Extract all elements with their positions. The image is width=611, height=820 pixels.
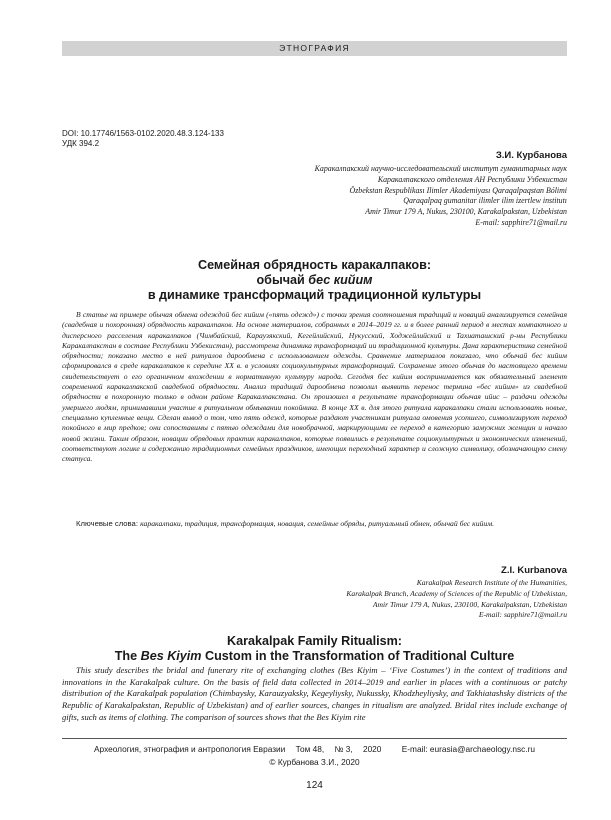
title-line: Семейная обрядность каракалпаков: bbox=[197, 258, 432, 272]
affiliation-line: Каракалпакского отделения АН Республики Узбекистан bbox=[377, 174, 567, 184]
title-line bbox=[62, 649, 567, 664]
udk: УДК 394.2 bbox=[62, 139, 100, 148]
journal-email[interactable]: E-mail: eurasia@archaeology.nsc.ru bbox=[401, 744, 535, 754]
affiliation-line: Amir Timur 179 A, Nukus, 230100, Karakalpakstan, Uzbekistan bbox=[372, 599, 567, 609]
section-title: ЭТНОГРАФИЯ bbox=[279, 43, 350, 53]
page-number: 124 bbox=[306, 780, 323, 791]
journal-volume: Том 48, bbox=[295, 744, 325, 754]
journal-year: 2020 bbox=[362, 744, 382, 754]
journal-issue: № 3, bbox=[334, 744, 353, 754]
section-header-bar bbox=[62, 41, 567, 56]
title-text: обычай bbox=[256, 272, 309, 287]
title-line: в динамике трансформаций традиционной культуры bbox=[147, 287, 482, 302]
author-name-en: Z.I. Kurbanova bbox=[501, 565, 567, 576]
article-title-en bbox=[62, 634, 567, 664]
title-italic-term: бес кийим bbox=[308, 272, 373, 287]
doi[interactable]: DOI: 10.17746/1563-0102.2020.48.3.124-133 bbox=[62, 129, 224, 138]
author-name-ru: З.И. Курбанова bbox=[495, 150, 567, 161]
author-email-en[interactable]: E-mail: sapphire71@mail.ru bbox=[478, 610, 567, 620]
footer-divider bbox=[62, 738, 567, 739]
abstract-ru: В статье на примере обычая обмена одеждой бес кийим («пять одежд») с точки зрения соотношения традиций и новаций анализируется семейная (свадебная и похоронная) обрядность каракалпаков. На основе материалов, собранных в 2014–2019 гг. и в более ранний период в местах компактного и дисперсного расселения каракалпаков (Чимбайский, Караузякский, Кегейлийский, Нукусский, Ходжейлийский и Тахиаташский р-ны Республики Каракалпакстан в составе Республики Узбекистан), рассмотрена динамика трансформаций ии традиционной культуры. Дана характеристика семейной обрядности; показано место в ней ритуалов дарообмена с использованием одежды. Сравнение материалов показало, что обычай бес кийим сформировался в среде каракалпаков к середине XX в. в условиях социокультурных трансформаций. Сохранение этого обычая до настоящего времени свидетельствует о его органичном вхождении в нормативную культуру народа. Сегодня бес кийим воспринимается как обязательный элемент современной каракалпакской свадебной обрядности. Анализ традиций дарообмена позволил выявить перенос термина «бес кийим» из свадебной обрядности в похоронную только в одном районе Каракалпакстана. Он произошел в результате трансформации обычая ийис – раздачи одежды умершего людям, принимавшим участие в ритуальном обмывании покойника. В конце XX в. для этого ритуала каракалпаки стали использовать новые, специально купленные вещи. Сделан вывод о том, что пять одежд, которые раздают участникам ритуала омовения усопшего, символизируют переход покойного в мир предков; они сопоставимы с пятью одеждами для новобрачной, маркирующими ее переход в категорию замужних женщин и начало новой жизни. Таким образом, новации обрядовых практик каракалпаков, которые появились в результате социокультурных и экономических изменений, соответствуют логике и содержанию традиционных семейных праздников, имеющих переходный характер и сложную символику, обозначающую смену статуса. bbox=[62, 310, 567, 464]
keywords-label: Ключевые слова: bbox=[76, 519, 138, 528]
copyright: © Курбанова З.И., 2020 bbox=[269, 757, 360, 767]
affiliation-line: Qaraqalpaq gumanitar ilimler ilim izertlew institutı bbox=[403, 196, 567, 206]
keywords-value: каракалпаки, традиция, трансформация, новация, семейные обряды, ритуальный обмен, обычай бес кийим. bbox=[140, 519, 495, 528]
keywords-ru bbox=[62, 519, 567, 529]
author-affiliation-en bbox=[346, 578, 567, 621]
affiliation-line: Amir Timur 179 A, Nukus, 230100, Karakalpakstan, Uzbekistan bbox=[365, 207, 567, 217]
author-email-ru[interactable]: E-mail: sapphire71@mail.ru bbox=[475, 217, 567, 227]
affiliation-line: Karakalpak Research Institute of the Humanities, bbox=[416, 578, 567, 587]
title-text: The bbox=[114, 648, 141, 663]
affiliation-line: Özbekstan Respublikası Ilimler Akademiyası Qaraqalpaqstan Bólimi bbox=[349, 185, 567, 195]
affiliation-line: Karakalpak Branch, Academy of Sciences of the Republic of Uzbekistan, bbox=[346, 588, 567, 598]
abstract-en: This study describes the bridal and funerary rite of exchanging clothes (Bes Kiyim – ‘Five Costumes’) in the context of traditions and innovations in the Karakalpak culture. On the basis of field data collected in 2014–2019 and earlier in places with a continuous or patchy distribution of the Karakalpak population (Chimbaysky, Karauzyaksky, Kegeyliysky, Nukussky, Khodzheyliysky, and Takhiatashsky districts of the Republic of Karakalpakstan, Republic of Uzbekistan) and of earlier sources, changes in ritualism are analyzed. Bridal rites include exchange of gifts, such as items of clothing. The comparison of sources shows that the Bes Kiyim rite bbox=[62, 665, 567, 722]
author-affiliation-ru bbox=[315, 164, 567, 229]
journal-footer bbox=[62, 744, 567, 754]
article-meta bbox=[62, 129, 224, 149]
title-text: Custom in the Transformation of Traditional Culture bbox=[201, 648, 515, 663]
article-title-ru bbox=[62, 258, 567, 302]
title-line: Karakalpak Family Ritualism: bbox=[227, 634, 402, 648]
journal-name: Археология, этнография и антропология Евразии bbox=[94, 744, 286, 754]
title-line bbox=[62, 273, 567, 288]
affiliation-line: Каракалпакский научно-исследовательский институт гуманитарных наук bbox=[314, 164, 567, 173]
title-italic-term: Bes Kiyim bbox=[140, 648, 202, 663]
